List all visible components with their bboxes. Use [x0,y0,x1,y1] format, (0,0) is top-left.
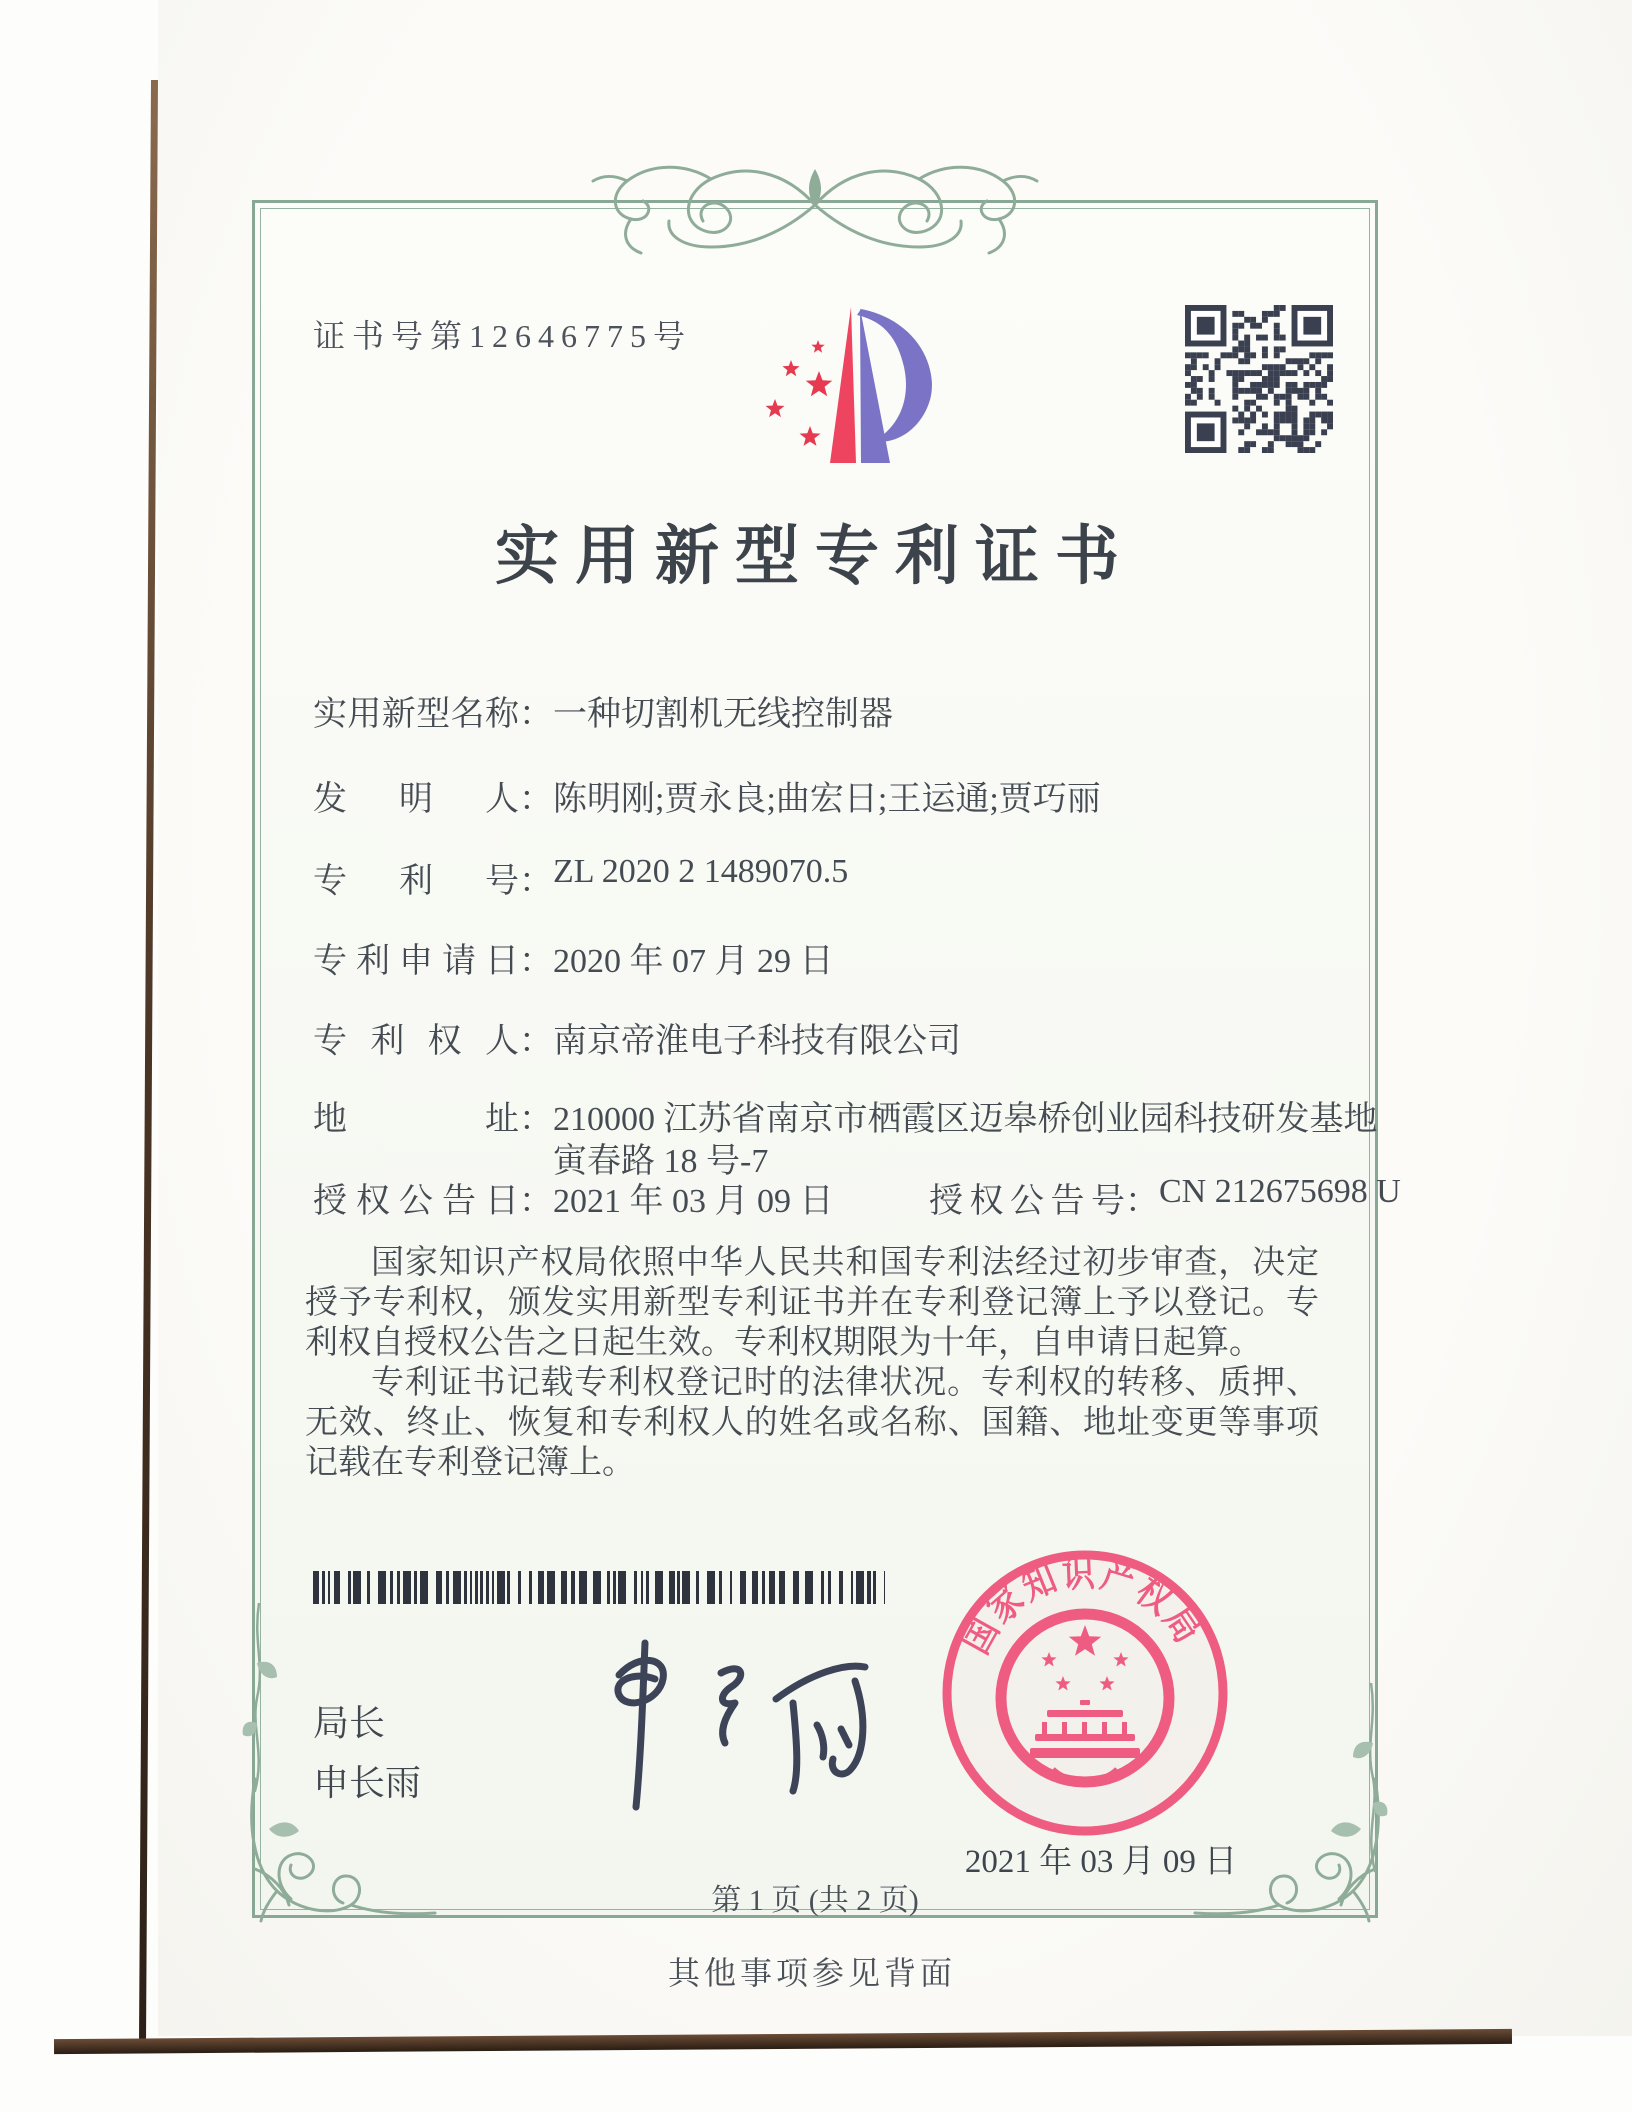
colon: ： [1125,1183,1159,1220]
legal-text [305,1243,1319,1483]
director-block [313,1693,421,1813]
legal-paragraph-1: 国家知识产权局依照中华人民共和国专利法经过初步审查，决定授予专利权，颁发实用新型专利证书并在专利登记簿上予以登记。专利权自授权公告之日起生效。专利权期限为十年，自申请日起算。 [305,1245,1319,1361]
field-address-line2: 寅春路 18 号-7 [553,1143,769,1180]
legal-paragraph-2: 专利证书记载专利权登记时的法律状况。专利权的转移、质押、无效、终止、恢复和专利权人的姓名或名称、国籍、地址变更等事项记载在专利登记簿上。 [305,1365,1319,1481]
field-inventors-label: 发明人 [313,781,519,818]
field-inventors-value: 陈明刚;贾永良;曲宏日;王运通;贾巧丽 [553,781,1101,818]
field-name [313,686,893,735]
director-signature [591,1631,921,1826]
field-grant-no-label: 授权公告号 [929,1183,1125,1220]
seal-text: 国家知识产权局 [952,1549,1218,1661]
field-patentee [313,1013,961,1062]
official-seal [930,1538,1240,1848]
colon: ： [519,863,553,900]
field-patent-no-value: ZL 2020 2 1489070.5 [553,853,849,890]
field-address [313,1091,1378,1140]
left-border-vine [239,1603,283,1793]
field-grant-row [313,1173,1401,1222]
field-filing-date-value: 2020 年 07 月 29 日 [553,943,834,980]
field-grant-no-value: CN 212675698 U [1159,1173,1401,1210]
barcode [313,1571,885,1604]
colon: ： [519,696,553,733]
field-address-line1: 210000 江苏省南京市栖霞区迈皋桥创业园科技研发基地 [553,1101,1378,1138]
colon: ： [519,943,553,980]
field-patentee-label: 专利权人 [313,1023,519,1060]
certificate-number: 证书号第12646775号 [313,318,693,354]
certificate-frame [252,200,1401,1918]
director-title-label: 局长 [313,1703,386,1743]
director-name: 申长雨 [313,1763,422,1803]
field-patent-no-label: 专利号 [313,863,519,900]
colon: ： [519,1183,553,1220]
field-patent-no [313,853,848,902]
field-name-label: 实用新型名称 [313,696,519,733]
qr-code [1185,305,1333,453]
field-filing-date [313,933,834,982]
paper-left-edge [139,80,158,2046]
field-filing-date-label: 专利申请日 [313,943,519,980]
page-indicator: 第 1 页 (共 2 页) [711,1884,919,1917]
cnipa-logo-icon [693,281,943,471]
field-name-value: 一种切割机无线控制器 [553,696,893,733]
back-side-note: 其他事项参见背面 [667,1955,956,1991]
colon: ： [519,781,553,818]
certificate-title: 实用新型专利证书 [495,521,1135,592]
top-center-flourish [585,149,1045,261]
field-grant-no [929,1173,1401,1222]
field-patentee-value: 南京帝淮电子科技有限公司 [553,1023,961,1060]
field-address-label: 地址 [313,1101,519,1138]
right-border-vine [1347,1683,1391,1873]
field-inventors [313,771,1101,820]
field-grant-date-value: 2021 年 03 月 09 日 [553,1183,834,1220]
colon: ： [519,1101,553,1138]
seal-date: 2021 年 03 月 09 日 [964,1844,1238,1880]
field-grant-date-label: 授权公告日 [313,1183,519,1220]
colon: ： [519,1023,553,1060]
